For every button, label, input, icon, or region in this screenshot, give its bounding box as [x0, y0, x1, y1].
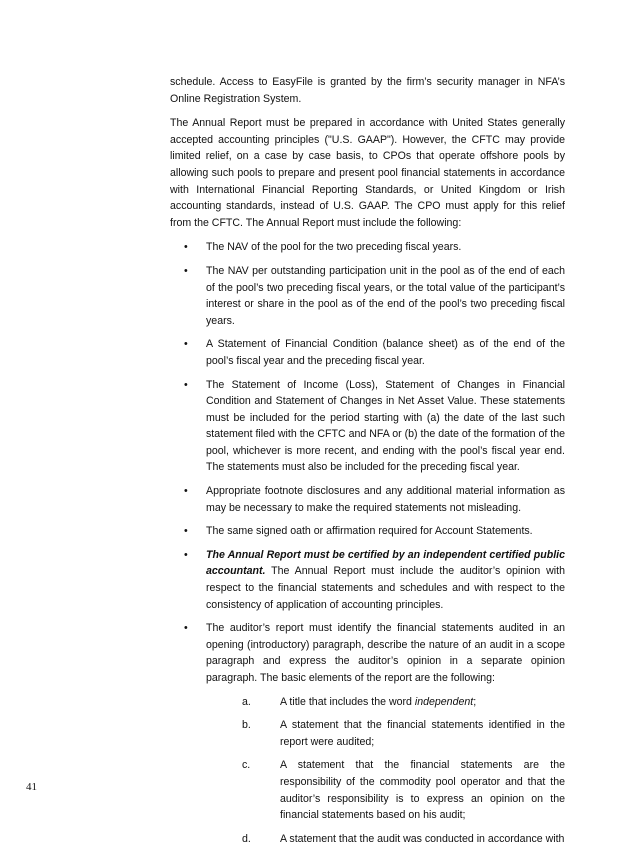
sub-item-letter: a.: [242, 695, 251, 708]
sub-item-text: A statement that the financial statements identified in the report were audited;: [280, 719, 565, 748]
list-item-text: Appropriate footnote disclosures and any additional material information as may be necessary to make the required statements not misleading.: [206, 485, 565, 514]
list-item: [170, 336, 565, 369]
sub-item-text: A statement that the financial statements are the responsibility of the commodity pool operator and that the auditor’s responsibility is to express an opinion on the financial statements based on his audit;: [280, 759, 565, 822]
sub-item-text-end: ;: [473, 695, 477, 708]
sub-item-letter: b.: [242, 719, 251, 732]
bullet-icon: •: [184, 241, 188, 254]
auditor-text: The auditor’s report must identify the financial statements audited in an opening (introductory) paragraph, describe the nature of an audit in a scope paragraph and express the auditor’s opinion in a separate opinion paragraph. The basic elements of the report are the following:: [206, 622, 565, 684]
certified-text: The Annual Report must include the auditor’s opinion with respect to the financial statements and schedules and with respect to the consistency of application of accounting principles.: [206, 565, 565, 611]
sub-list-item: [206, 757, 565, 823]
bullet-icon: •: [184, 485, 188, 498]
list-item-text: The same signed oath or affirmation required for Account Statements.: [206, 525, 533, 538]
sub-list-item: [206, 694, 565, 711]
list-item-auditor: [170, 620, 565, 847]
bullet-icon: •: [184, 378, 188, 391]
annual-report-paragraph: The Annual Report must be prepared in accordance with United States generally accepted accounting principles ("U.S. GAAP"). However, the CFTC may provide limited relief, on a case by case basis, to CPOs that operate offshore pools by allowing such pools to prepare and present pool financial statements in accordance with International Financial Reporting Standards, or United Kingdom or Irish accounting standards, instead of U.S. GAAP. The CPO must apply for this relief from the CFTC. The Annual Report must include the following:: [170, 117, 565, 229]
sub-item-text: A title that includes the word: [280, 695, 415, 708]
sub-list-item: [206, 717, 565, 750]
list-item: [170, 523, 565, 540]
list-item-certified: [170, 547, 565, 613]
list-item-text: A Statement of Financial Condition (balance sheet) as of the end of the pool’s fiscal year and the preceding fiscal year.: [206, 338, 565, 367]
sub-item-letter: d.: [242, 832, 251, 845]
intro-paragraph: schedule. Access to EasyFile is granted by the firm’s security manager in NFA’s Online Registration System.: [170, 76, 565, 105]
bullet-icon: •: [184, 525, 188, 538]
report-elements-list: [206, 694, 565, 848]
list-item: [170, 239, 565, 256]
sub-item-italic: independent: [414, 695, 474, 708]
list-item: [170, 263, 565, 329]
requirements-list: [170, 239, 565, 847]
list-item-text: The NAV per outstanding participation unit in the pool as of the end of each of the pool’s two preceding fiscal years, or the total value of the participant’s interest or share in the pool as of the end of the pool’s two preceding fiscal years.: [206, 264, 565, 327]
certified-emphasis: The Annual Report must be certified by an independent certified public accountant.: [206, 548, 565, 578]
sub-item-text: A statement that the audit was conducted in accordance with: [280, 832, 565, 845]
sub-list-item: [206, 831, 565, 848]
list-item-text: The Statement of Income (Loss), Statement of Changes in Financial Condition and Statement of Changes in Net Asset Value. These statements must be included for the period starting with (a) the date of the last such statement filed with the CFTC and NFA or (b) the date of the formation of the pool, whichever is more recent, and ending with the pool’s fiscal year end. The statements must also be included for the preceding fiscal year.: [206, 378, 565, 474]
bullet-icon: •: [184, 622, 188, 635]
bullet-icon: •: [184, 264, 188, 277]
list-item-text: The NAV of the pool for the two preceding fiscal years.: [206, 241, 462, 254]
bullet-icon: •: [184, 338, 188, 351]
list-item: [170, 483, 565, 516]
sub-item-letter: c.: [242, 759, 251, 772]
bullet-icon: •: [184, 548, 188, 561]
list-item: [170, 377, 565, 477]
page-number: 41: [26, 781, 37, 793]
page-body: [170, 74, 565, 854]
